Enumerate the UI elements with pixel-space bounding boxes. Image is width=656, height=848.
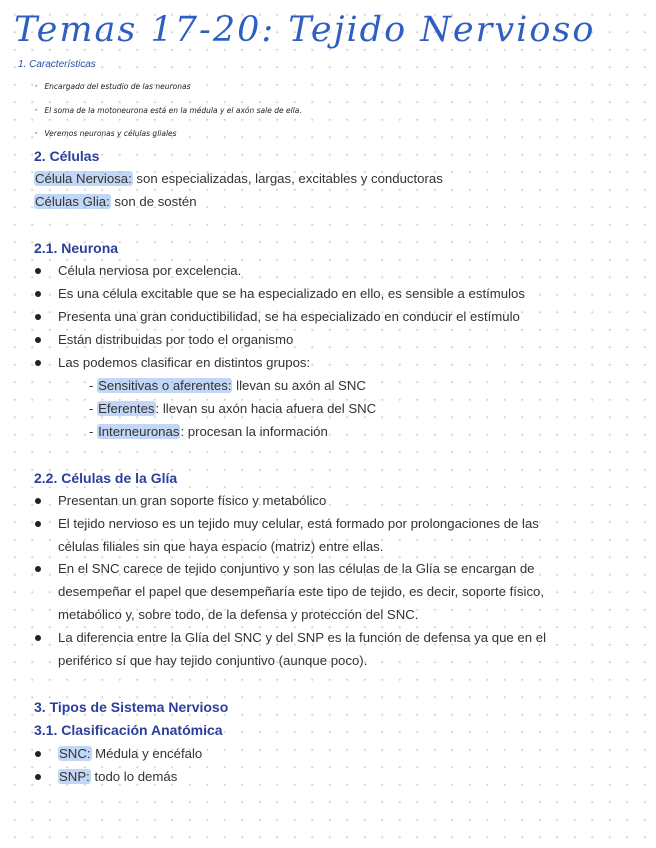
highlighted-term: Sensitivas o aferentes: — [98, 378, 232, 393]
list-item: SNC: Médula y encéfalo — [59, 746, 203, 761]
list-item: SNP: todo lo demás — [59, 769, 178, 784]
bullet-dot — [35, 566, 41, 572]
list-item-line: periférico sí que hay tejido conjuntivo (aunque poco). — [58, 653, 368, 668]
list-item: • El soma de la motoneurona está en la médula y el axón sale de ella. — [34, 106, 302, 115]
list-item-line: La diferencia entre la Glía del SNC y del SNP es la función de defensa ya que en el — [58, 630, 546, 645]
bullet-dot — [35, 498, 41, 504]
list-item-line: células filiales sin que haya espacio (matriz) entre ellas. — [58, 539, 384, 554]
list-item: Es una célula excitable que se ha especializado en ello, es sensible a estímulos — [58, 286, 525, 301]
list-item-line: metabólico y, sobre todo, de la defensa y protección del SNC. — [58, 607, 419, 622]
bullet-dot — [35, 521, 41, 527]
bullet-dot — [35, 291, 41, 297]
section-heading-glia: 2.2. Células de la Glía — [34, 470, 178, 486]
bullet-dot — [35, 337, 41, 343]
list-item: • Veremos neuronas y células gliales — [34, 129, 177, 138]
section-heading-neurona: 2.1. Neurona — [34, 240, 119, 256]
definition-line: Célula Nerviosa: son especializadas, largas, excitables y conductoras — [35, 171, 443, 186]
list-item-line: desempeñar el papel que desempeñaría este tipo de tejido, es decir, soporte físico, — [58, 584, 545, 599]
bullet-dot — [35, 360, 41, 366]
highlighted-term: Célula Nerviosa: — [35, 171, 132, 186]
list-item: Las podemos clasificar en distintos grupos: — [58, 355, 311, 370]
bullet-dot — [35, 774, 41, 780]
list-item-line: El tejido nervioso es un tejido muy celular, está formado por prolongaciones de las — [58, 516, 539, 531]
highlighted-term: Eferentes — [98, 401, 155, 416]
bullet-dot — [35, 751, 41, 757]
list-item: Presentan un gran soporte físico y metabólico — [58, 493, 327, 508]
list-item-line: En el SNC carece de tejido conjuntivo y son las células de la Glía se encargan de — [58, 561, 535, 576]
highlighted-term: Células Glia: — [35, 194, 110, 209]
section-heading-celulas: 2. Células — [34, 148, 100, 164]
bullet-dot — [35, 268, 41, 274]
sub-item: - Eferentes: llevan su axón hacia afuera del SNC — [89, 401, 377, 416]
highlighted-term: SNC: — [59, 746, 91, 761]
subsection-heading-anatomica: 3.1. Clasificación Anatómica — [34, 722, 223, 738]
definition-line: Células Glia: son de sostén — [35, 194, 197, 209]
sub-item: - Sensitivas o aferentes: llevan su axón al SNC — [89, 378, 366, 393]
list-item: • Encargado del estudio de las neuronas — [34, 82, 191, 91]
list-item: Presenta una gran conductibilidad, se ha especializado en conducir el estímulo — [58, 309, 520, 324]
section-heading-tipos: 3. Tipos de Sistema Nervioso — [34, 699, 229, 715]
list-item: Célula nerviosa por excelencia. — [58, 263, 242, 278]
sub-item: - Interneuronas: procesan la información — [89, 424, 328, 439]
highlighted-term: Interneuronas — [98, 424, 180, 439]
section-heading-caracteristicas: 1. Características — [18, 59, 96, 70]
page-title: Temas 17-20: Tejido Nervioso — [14, 10, 596, 50]
bullet-dot — [35, 635, 41, 641]
highlighted-term: SNP: — [59, 769, 90, 784]
list-item: Están distribuidas por todo el organismo — [58, 332, 294, 347]
bullet-dot — [35, 314, 41, 320]
